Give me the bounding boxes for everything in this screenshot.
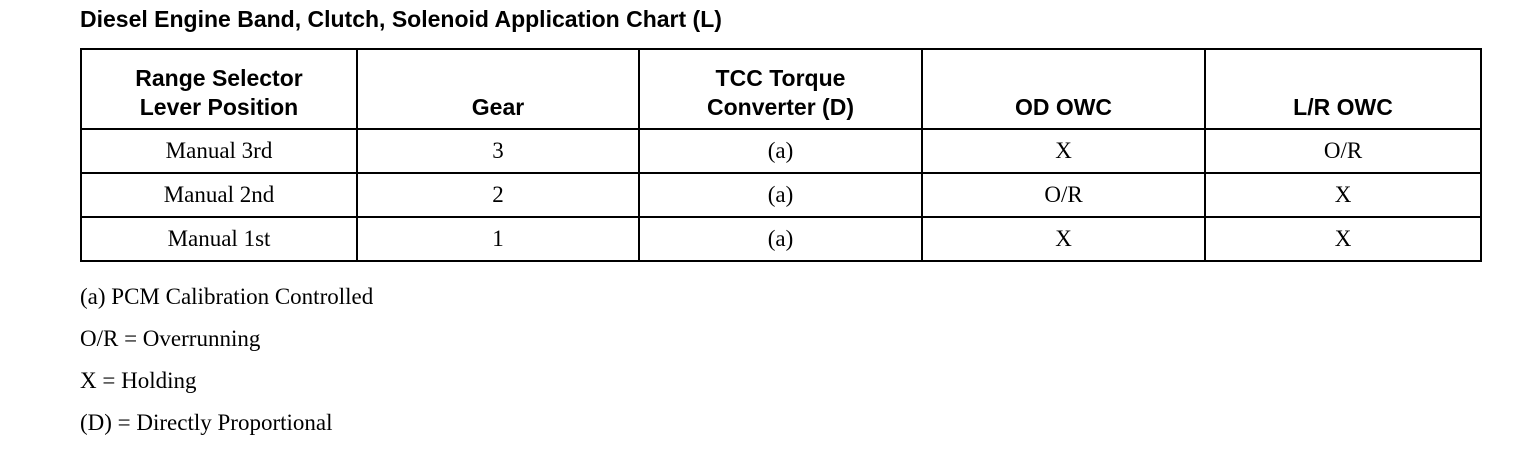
header-line: OD OWC	[1014, 94, 1113, 120]
table-row	[81, 217, 1481, 261]
cell-range-selector: Manual 3rd	[81, 129, 357, 173]
header-line: Range Selector	[135, 65, 303, 91]
cell-tcc: (a)	[639, 173, 922, 217]
chart-title: Diesel Engine Band, Clutch, Solenoid Application Chart (L)	[80, 6, 722, 32]
cell-tcc: (a)	[639, 217, 922, 261]
cell-range-selector: Manual 1st	[81, 217, 357, 261]
note-directly-proportional: (D) = Directly Proportional	[80, 410, 333, 435]
header-line: TCC Torque	[715, 65, 846, 91]
cell-od-owc: X	[922, 129, 1205, 173]
header-line: Gear	[471, 94, 525, 120]
cell-tcc: (a)	[639, 129, 922, 173]
note-holding: X = Holding	[80, 368, 197, 393]
legend-notes	[80, 280, 373, 448]
cell-gear: 2	[357, 173, 639, 217]
note-pcm-calibration: (a) PCM Calibration Controlled	[80, 284, 374, 309]
note-overrunning: O/R = Overrunning	[80, 326, 261, 351]
cell-gear: 1	[357, 217, 639, 261]
cell-lr-owc: O/R	[1205, 129, 1481, 173]
cell-od-owc: O/R	[922, 173, 1205, 217]
header-gear	[357, 49, 639, 129]
header-od-owc	[922, 49, 1205, 129]
table-header-row	[81, 49, 1481, 129]
header-line: Lever Position	[139, 94, 299, 120]
table-row	[81, 173, 1481, 217]
cell-gear: 3	[357, 129, 639, 173]
cell-od-owc: X	[922, 217, 1205, 261]
header-range-selector	[81, 49, 357, 129]
table-row	[81, 129, 1481, 173]
header-line: Converter (D)	[707, 94, 854, 120]
cell-lr-owc: X	[1205, 217, 1481, 261]
header-lr-owc	[1205, 49, 1481, 129]
cell-range-selector: Manual 2nd	[81, 173, 357, 217]
header-tcc-torque-converter	[639, 49, 922, 129]
cell-lr-owc: X	[1205, 173, 1481, 217]
application-chart-table	[80, 48, 1482, 262]
header-line: L/R OWC	[1293, 94, 1393, 120]
